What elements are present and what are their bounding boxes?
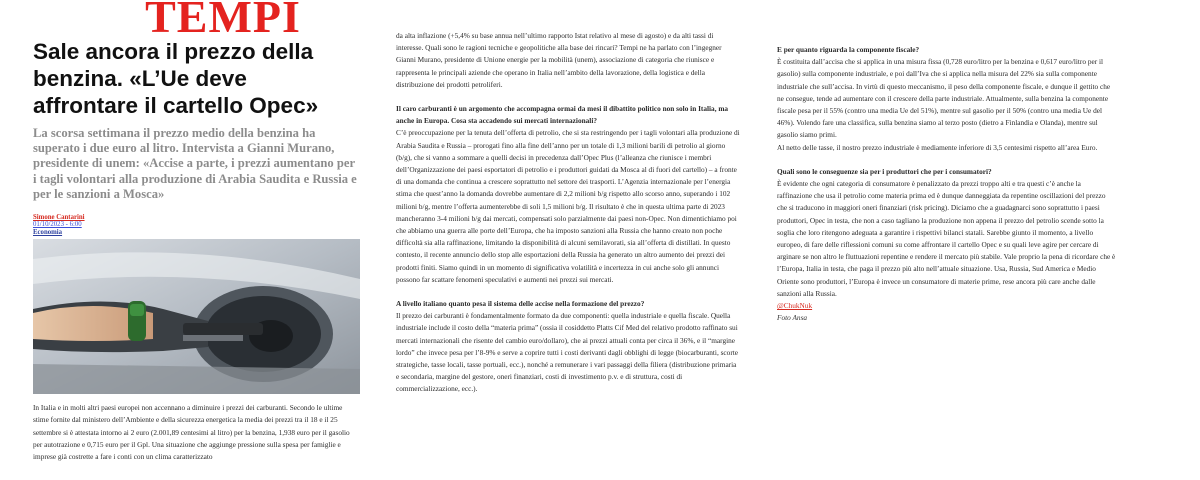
site-logo[interactable]: TEMPI — [145, 0, 301, 34]
answer-3: È costituita dall’accisa che si applica in una misura fissa (0,728 euro/litro per la benzina e 0,617 euro/litro per il gasolio) sulla componente industriale, e poi dall’Iva che si applica nella misura del 22% sia sulla componente industriale che sull’accisa. In virtù di questo meccanismo, il peso della componente fiscale, e dunque il gettito che ne consegue, tende ad aumentare con il crescere della parte industriale. Attualmente, sulla benzina la componente fiscale pesa per il 55% (contro una media Ue del 51%), mentre sul gasolio per il 50% (contro una media Ue del 46%). Volendo fare una classifica, sulla benzina siamo al terzo posto (dietro a Finlandia e Olanda), mentre sul gasolio siamo primi. — [777, 57, 1111, 140]
date-link[interactable]: 01/10/2023 - 6:00 — [33, 221, 82, 229]
article-paragraph: da alta inflazione (+5,4% su base annua nell’ultimo rapporto Istat relativo al mese di agosto) e da alti tassi di interesse. Quali sono le ragioni tecniche e geopolitiche alla base dei rincari? Tempi ne ha parlato con l’ingegner Gianni Murano, presidente di Unione energie per la mobilità (unem), associazione di categoria che riunisce e rappresenta le principali aziende che operano in Italia nell’ambito della lavorazione, della logistica e della distribuzione dei prodotti petroliferi. — [396, 31, 722, 89]
twitter-handle-link[interactable]: @ChukNuk — [777, 301, 813, 311]
fuel-pump-illustration — [33, 239, 360, 394]
article-title: Sale ancora il prezzo della benzina. «L’Ue deve affrontare il cartello Opec» — [33, 39, 319, 118]
article-meta — [33, 214, 358, 236]
answer-2: Il prezzo dei carburanti è fondamentalmente formato da due componenti: quella industriale e quella fiscale. Quella industriale include il costo della “materia prima” (ossia il cosiddetto Platts Cif Med del relativo prodotto raffinato sui mercati internazionali che risente del cambio euro/dollaro), che ai prezzi attuali conta per circa il 36%, e il “margine lordo” che invece pesa per l’8-9% e serve a coprire tutti i costi derivanti dagli obblighi di legge (biocarburanti, scorte strategiche, tasse locali, tasse portuali, ecc.), nonché a remunerare i vari passaggi della filiera (distribuzione primaria e secondaria, margine del gestore, oneri finanziari, costi di investimento p.v. e di struttura, costi di commercializzazione, ecc.). — [396, 311, 739, 394]
left-column — [33, 0, 358, 463]
category-link[interactable]: Economia — [33, 228, 63, 236]
answer-3b: Al netto delle tasse, il nostro prezzo industriale è mediamente inferiore di 3,5 centesimi rispetto all’area Euro. — [777, 142, 1098, 152]
photo-credit: Foto Ansa — [777, 313, 808, 323]
question-1: Il caro carburanti è un argomento che accompagna ormai da mesi il dibattito politico non solo in Italia, ma anche in Europa. Cosa sta accadendo sui mercati internazionali? — [396, 104, 729, 126]
article-subtitle: La scorsa settimana il prezzo medio della benzina ha superato i due euro al litro. Intervista a Gianni Murano, presidente di unem: «Accise a parte, i prezzi aumentano per i tagli volontari alla produzione di Arabia Saudita e Russia e per le sanzioni a Mosca» — [33, 126, 357, 201]
article-intro: In Italia e in molti altri paesi europei non accennano a diminuire i prezzi dei carburanti. Secondo le ultime stime fornite dal ministero dell’Ambiente e della sicurezza energetica la media dei prezzi tra il 18 e il 25 settembre si è attestata intorno ai 2 euro (2.001,89 centesimi al litro) per la benzina, 1,938 euro per il gasolio per autotrazione e 0,715 euro per il Gpl. Una situazione che aggiunge pressione sulla spesa per famiglie e imprese già costrette a fare i conti con un clima caratterizzato — [33, 403, 350, 462]
answer-4: È evidente che ogni categoria di consumatore è penalizzato da prezzi troppo alti e tra questi c’è anche la raffinazione che usa il petrolio come materia prima ed è dunque danneggiata da repentine oscillazioni del prezzo che si traducono in maggiori oneri finanziari (risk pricing). Diciamo che a guadagnarci sono soprattutto i paesi produttori, Opec in testa, che non a caso tagliano la produzione non appena il prezzo del petrolio scende sotto la soglia che loro ritengono adeguata a garantire i rispettivi bilanci statali. Sarebbe giunto il momento, a livello europeo, di fare delle riflessioni comuni su come affrontare il cartello Opec e su quali leve agire per cercare di arginare se non altro le fluttuazioni repentine e rendere il mercato più stabile. Vale proprio la pena di ricordare che è l’Europa, Italia in testa, che paga il prezzo più alto nell’attuale situazione. Usa, Russia, Sud America e Medio Oriente sono produttori, l’Europa è invece un consumatore di materie prime, rese ancora più care anche dalle sanzioni alla Russia. — [777, 179, 1116, 298]
right-column — [777, 44, 1117, 324]
question-3: E per quanto riguarda la componente fiscale? — [777, 45, 920, 54]
article-image — [33, 239, 360, 394]
question-2: A livello italiano quanto pesa il sistema delle accise nella formazione del prezzo? — [396, 299, 645, 309]
question-4: Quali sono le conseguenze sia per i produttori che per i consumatori? — [777, 166, 992, 176]
author-link[interactable]: Simone Cantarini — [33, 214, 85, 222]
answer-1: C’è preoccupazione per la tenuta dell’offerta di petrolio, che si sta restringendo per i tagli volontari alla produzione di Arabia Saudita e Russia – prorogati fino alla fine dell’anno per un totale di 1,3 milioni barili di petrolio al giorno (b/g), che si vanno a sommare a quelli decisi in precedenza dall’Opec Plus (l’alleanza che riunisce i membri dell’Organizzazione dei paesi esportatori di petrolio e i produttori guidati da Mosca al di fuori del cartello) – a fronte di una domanda che continua a crescere soprattutto nel settore dei trasporti. L’Agenzia internazionale per l’energia stima che quest’anno la domanda dovrebbe aumentare di 2,2 milioni b/g rispetto allo scorso anno, superando i 102 milioni b/g, mentre l’offerta aumenterebbe di soli 1,5 milioni b/g. Il risultato è che in questa ultima parte di 2023 mancheranno 3-4 milioni b/g dai mercati, compensati solo parzialmente dai paesi non-Opec. Non dimentichiamo poi che abbiamo una guerra alle porte dell’Europa, che ha imposto sanzioni alla Russia che hanno creato non poche difficoltà sia alla raffinazione, limitando la disponibilità di alcuni semilavorati, sia all’offerta di distillati. In questo contesto, il recente annuncio dello stop alle esportazioni della Russia ha generato un altro aumento dei prezzi dei prodotti finiti. Siamo quindi in un momento di significativa volatilità e incertezza in cui anche solo gli annunci possono far scattare fenomeni speculativi e aumenti nei prezzi sui mercati. — [396, 128, 740, 284]
middle-column — [396, 30, 741, 396]
